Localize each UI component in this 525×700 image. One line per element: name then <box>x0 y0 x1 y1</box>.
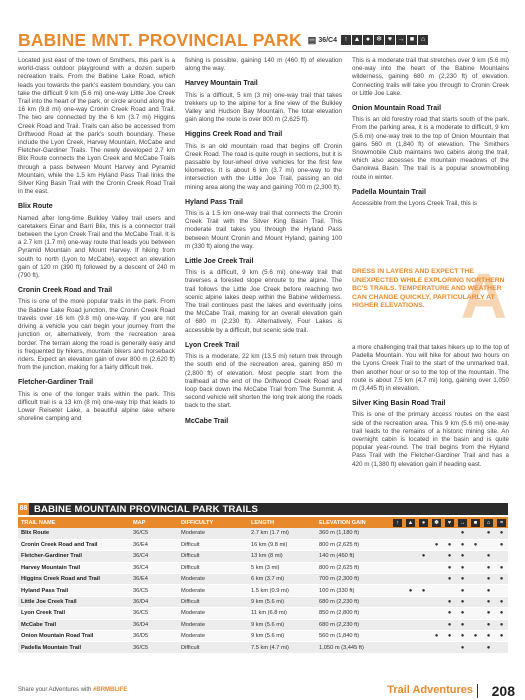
caving-icon: ⌂ <box>418 35 428 45</box>
map-cell: 36/C5 <box>130 585 178 596</box>
length-cell: 7.5 km (4.7 mi) <box>248 642 316 653</box>
table-row <box>18 562 508 573</box>
activity-mark-snowshoe <box>430 562 443 573</box>
elevation-cell: 560 m (1,840 ft) <box>316 631 391 642</box>
map-cell: 36/E4 <box>130 574 178 585</box>
map-book-icon: ▤ <box>307 34 317 45</box>
heading-higgins-creek: Higgins Creek Road and Trail <box>185 131 283 139</box>
header-fishing-icon <box>495 517 508 528</box>
activity-mark-biking <box>417 528 430 539</box>
difficulty-cell: Moderate <box>178 528 248 539</box>
activity-mark-fishing: ● <box>495 539 508 550</box>
length-cell: 13 km (8 mi) <box>248 551 316 562</box>
length-cell: 2.7 km (1.7 mi) <box>248 528 316 539</box>
activity-mark-hiking <box>391 551 404 562</box>
activity-mark-backpacking <box>404 596 417 607</box>
activity-mark-horse: ● <box>443 631 456 642</box>
activity-mark-ski: ● <box>456 539 469 550</box>
activity-mark-snowshoe <box>430 642 443 653</box>
activity-mark-horse: ● <box>443 596 456 607</box>
trail-name: Blix Route <box>18 528 130 539</box>
title-divider <box>18 51 508 52</box>
activity-mark-ski: ● <box>456 562 469 573</box>
header-ski-icon <box>456 517 469 528</box>
backpacking-icon: ▲ <box>353 36 361 43</box>
activity-mark-biking <box>417 619 430 630</box>
activity-mark-fishing: ● <box>495 631 508 642</box>
paragraph-harvey-mountain: This is a difficult, 5 km (3 mi) one-way trail that takes trekkers up to the alpine for a fine view of the Bulkley Valley and Hudson Bay Mountain. The total elevation gain along the route is over 800 m (2,625 ft). <box>185 91 342 124</box>
difficulty-cell: Moderate <box>178 631 248 642</box>
activity-mark-horse <box>443 642 456 653</box>
text-column-3 <box>352 57 509 215</box>
biking-icon: ● <box>363 35 373 45</box>
activity-mark-ski: ● <box>456 596 469 607</box>
table-title: BABINE MOUNTAIN PROVINCIAL PARK TRAILS <box>34 503 258 515</box>
text-column-1 <box>18 57 175 430</box>
map-cell: 36/D4 <box>130 619 178 630</box>
safety-callout <box>352 260 509 338</box>
activity-mark-horse <box>443 585 456 596</box>
activity-mark-ski: ● <box>456 642 469 653</box>
paragraph-blix-route: Named after long-time Bulkley Valley trail users and caretakers Einar and Barri Blix, this is a connector trail between the Lyon Creek Trail and the McCabe Trail. It is a 2.7 km (1.7 mi) one-way route that leads you between Pyramid Mountain and Mount Harvey. If hiking from south to north (Lyon to McCabe), expect an elevation gain of 120 m (390 ft) followed by a descent of 240 m (790 ft). <box>18 214 175 280</box>
activity-mark-biking <box>417 574 430 585</box>
length-cell: 9 km (5.6 mi) <box>248 596 316 607</box>
activity-mark-ski: ● <box>456 619 469 630</box>
activity-mark-ski: ● <box>456 574 469 585</box>
page-title: BABINE MNT. PROVINCIAL PARK <box>18 29 302 50</box>
elevation-cell: 800 m (2,625 ft) <box>316 562 391 573</box>
map-reference <box>308 35 337 46</box>
heading-onion-mountain: Onion Mountain Road Trail <box>352 105 442 113</box>
activity-mark-snowshoe <box>430 596 443 607</box>
activity-mark-horse: ● <box>443 539 456 550</box>
activity-mark-backpacking <box>404 642 417 653</box>
activity-mark-fishing <box>495 585 508 596</box>
table-row <box>18 608 508 619</box>
heading-cronin-creek: Cronin Creek Road and Trail <box>18 287 113 295</box>
heading-harvey-mountain: Harvey Mountain Trail <box>185 80 258 88</box>
table-body <box>18 528 508 653</box>
activity-mark-snowmobile <box>469 608 482 619</box>
activity-mark-backpacking <box>404 619 417 630</box>
activity-mark-snowshoe <box>430 528 443 539</box>
activity-mark-fishing: ● <box>495 574 508 585</box>
paragraph-padella-cont: a more challenging trail that takes hikers up to the top of Padella Mountain. You will hike for about two hours on the Lyons Creek Trail to the start of the unmarked trail, then another hour or so to the top of the mountain. The route is about 7.5 km (4.7 mi) long, gaining over 1,050 m (3,445 ft) in elevation. <box>352 344 509 393</box>
header-elevation: ELEVATION GAIN <box>316 517 391 528</box>
activity-mark-backpacking <box>404 551 417 562</box>
paragraph-silver-king: This is one of the primary access routes on the east side of the recreation area. This 9 km (5.6 mi) one-way trail leads to the remains of a historic mining site. An overnight cabin is located in the basin and is quite popular year-round. The trail begins from the Hyland Pass Trail with the Fletcher-Gardiner Trail and has a 420 m (1,380 ft) elevation gain if heading east. <box>352 411 509 468</box>
fishing-icon: ≈ <box>497 519 506 527</box>
length-cell: 9 km (5.6 mi) <box>248 619 316 630</box>
header-map: MAP <box>130 517 178 528</box>
hiking-icon: ↑ <box>393 519 402 527</box>
paragraph-hyland-pass: This is a 1.5 km one-way trail that connects the Cronin Creek Trail with the Silver King Basin Trail. This moderate trail takes you through the Hyland Pass between Mount Cronin and Mount Hyland, gaining 100 m (330 ft) along the way. <box>185 210 342 250</box>
activity-mark-backpacking <box>404 539 417 550</box>
activity-mark-snowshoe <box>430 551 443 562</box>
footer-hashtag: #BRMBLIFE <box>93 687 128 693</box>
activity-mark-snowshoe <box>430 574 443 585</box>
trails-table <box>18 517 508 654</box>
activity-mark-ski: ● <box>456 608 469 619</box>
table-row <box>18 528 508 539</box>
activity-mark-biking <box>417 596 430 607</box>
activity-mark-snowmobile <box>469 528 482 539</box>
activity-mark-backpacking <box>404 528 417 539</box>
activity-mark-hiking <box>391 539 404 550</box>
activity-mark-biking <box>417 631 430 642</box>
map-cell: 36/D4 <box>130 596 178 607</box>
heading-mccabe: McCabe Trail <box>185 417 229 425</box>
activity-mark-backpacking <box>404 608 417 619</box>
difficulty-cell: Moderate <box>178 574 248 585</box>
length-cell: 9 km (5.6 mi) <box>248 631 316 642</box>
activity-mark-snowmobile: ● <box>469 539 482 550</box>
elevation-cell: 800 m (2,625 ft) <box>316 539 391 550</box>
activity-mark-backpacking <box>404 574 417 585</box>
activity-mark-camping: ● <box>482 631 495 642</box>
activity-mark-snowmobile <box>469 642 482 653</box>
length-cell: 11 km (6.8 mi) <box>248 608 316 619</box>
paragraph-fletcher-cont: fishing is possible, gaining 140 m (460 ft) of elevation along the way. <box>185 57 342 73</box>
activity-mark-horse: ● <box>443 619 456 630</box>
activity-mark-horse: ● <box>443 608 456 619</box>
trail-name: Fletcher-Gardiner Trail <box>18 551 130 562</box>
paragraph-higgins-creek: This is an old mountain road that begins off Cronin Creek Road. The road is quite rough in sections, but it is passable by four-wheel drive vehicles for the first few kilometres. It is about 6 km (3.7 mi) one-way to the intersection with the Little Joe Trail, passing an old mining area along the way and gaining 700 m (2,300 ft). <box>185 142 342 191</box>
heading-lyon-creek: Lyon Creek Trail <box>185 341 240 349</box>
table-row <box>18 596 508 607</box>
length-cell: 1.5 km (0.9 mi) <box>248 585 316 596</box>
footer-share-text: Share your Adventures with <box>18 687 92 693</box>
snowmobile-icon: ■ <box>407 35 417 45</box>
trails-table-section <box>18 503 508 673</box>
paragraph-lyon-creek: This is a moderate, 22 km (13.5 mi) return trek through the south end of the recreation area, gaining 850 m (2,800 ft) of elevation. Most people start from the trailhead at the end of the Driftwood Creek Road and loop back down the McCabe Trail from The Summit. A second vehicle will shorten the long trek along the roads back to the start. <box>185 353 342 410</box>
table-row <box>18 539 508 550</box>
activity-mark-horse: ● <box>443 574 456 585</box>
paragraph-padella-mountain: Accessible from the Lyons Creek Trail, this is <box>352 200 478 208</box>
map-cell: 36/E4 <box>130 539 178 550</box>
map-cell: 36/C4 <box>130 551 178 562</box>
activity-mark-camping: ● <box>482 562 495 573</box>
length-cell: 6 km (3.7 mi) <box>248 574 316 585</box>
elevation-cell: 140 m (460 ft) <box>316 551 391 562</box>
elevation-cell: 850 m (2,800 ft) <box>316 608 391 619</box>
table-header-row <box>18 517 508 528</box>
activity-mark-biking <box>417 539 430 550</box>
elevation-cell: 100 m (330 ft) <box>316 585 391 596</box>
trail-name: Onion Mountain Road Trail <box>18 631 130 642</box>
paragraph-mccabe: This is a moderate trail that stretches over 9 km (5.6 mi) one-way into the heart of the Babine Mountains wilderness, gaining 680 m (2,230 ft) of elevation. Connecting trails will take you through to Cronin Creek or Little Joe Lake. <box>352 57 509 97</box>
table-row <box>18 642 508 653</box>
activity-mark-fishing <box>495 551 508 562</box>
activity-mark-hiking <box>391 585 404 596</box>
activity-mark-biking: ● <box>417 551 430 562</box>
heading-padella-mountain: Padella Mountain Trail <box>352 188 426 196</box>
text-column-3-lower <box>352 344 509 476</box>
activity-mark-camping: ● <box>482 585 495 596</box>
table-row <box>18 585 508 596</box>
footer-section-name: Trail Adventures <box>387 684 473 696</box>
paragraph-cronin-creek: This is one of the more popular trails in the park. From the Babine Lake Road junction, the Cronin Creek Road travels over 16 km (9.8 mi) one-way. If you are not driving a vehicle you can begin your journey from the junction or, alternatively, from the recreation area border. The terrain along the road is generally easy and is frequented by hikers, mountain bikers and horseback riders. Expect an elevation gain of over 800 m (2,620 ft) from the junction, making for a fairly difficult trek. <box>18 298 175 372</box>
page-number: 208 <box>491 683 515 699</box>
activity-mark-backpacking: ● <box>404 585 417 596</box>
table-title-bar <box>18 503 508 515</box>
paragraph-onion-mountain: This is an old forestry road that starts south of the park. From the parking area, it is a moderate to difficult, 9 km (5.6 mi) one-way trek to the top of Onion Mountain that gains 560 m (1,840 ft) of elevation. The Smithers Snowmobile Club maintains two cabins along the trail, which also accesses the mountain meadows of the Ganokwa Basin. The trail is a popular snowmobiling route in winter. <box>352 116 509 181</box>
footer-divider <box>477 684 478 698</box>
heading-fletcher-gardiner: Fletcher-Gardiner Trail <box>18 379 94 387</box>
elevation-cell: 700 m (2,300 ft) <box>316 574 391 585</box>
header-snowmobile-icon <box>469 517 482 528</box>
activity-mark-camping: ● <box>482 528 495 539</box>
activity-mark-ski: ● <box>456 528 469 539</box>
activity-mark-hiking <box>391 619 404 630</box>
map-cell: 36/C4 <box>130 562 178 573</box>
activity-mark-fishing: ● <box>495 608 508 619</box>
trail-name: Harvey Mountain Trail <box>18 562 130 573</box>
paragraph-fletcher-gardiner: This is one of the longer trails within the park. This difficult trail is a 13 km (8 mi) one-way trip that leads to Lower Reiseter Lake, a beautiful alpine lake where shoreline camping and <box>18 390 175 423</box>
activity-mark-camping <box>482 539 495 550</box>
header-camping-icon <box>482 517 495 528</box>
text-column-2 <box>185 57 342 429</box>
activity-icons <box>341 35 428 45</box>
difficulty-cell: Difficult <box>178 596 248 607</box>
length-cell: 16 km (9.8 mi) <box>248 539 316 550</box>
activity-mark-backpacking <box>404 562 417 573</box>
trail-name: Little Joe Creek Trail <box>18 596 130 607</box>
map-ref-code: 36/C4 <box>318 36 337 44</box>
activity-mark-hiking <box>391 528 404 539</box>
activity-mark-snowmobile <box>469 562 482 573</box>
activity-mark-hiking <box>391 642 404 653</box>
activity-mark-camping: ● <box>482 619 495 630</box>
header-hiking-icon <box>391 517 404 528</box>
activity-mark-hiking <box>391 631 404 642</box>
activity-mark-hiking <box>391 574 404 585</box>
activity-mark-camping: ● <box>482 574 495 585</box>
elevation-cell: 1,050 m (3,445 ft) <box>316 642 391 653</box>
activity-mark-horse: ● <box>443 562 456 573</box>
paragraph-little-joe: This is a difficult, 9 km (5.6 mi) one-way trail that traverses a forested slope enroute to the alpine. The trail follows the Little Joe Creek before reaching two scenic alpine lakes deep within the Babine wilderness. The trail continues past the lakes and eventually joins the McCabe Trail, making for an overall elevation gain of 680 m (2,230 ft). Alternatively, Four Lakes is accessible by a difficult, but scenic side trail. <box>185 269 342 334</box>
trail-name: Padella Mountain Trail <box>18 642 130 653</box>
snowmobile-icon: ■ <box>471 519 480 527</box>
activity-mark-snowshoe <box>430 585 443 596</box>
difficulty-cell: Moderate <box>178 608 248 619</box>
activity-mark-snowmobile <box>469 574 482 585</box>
map-cell: 36/C5 <box>130 528 178 539</box>
page-footer <box>0 684 525 700</box>
horse-icon: ♥ <box>445 519 454 527</box>
difficulty-cell: Difficult <box>178 642 248 653</box>
activity-mark-biking: ● <box>417 585 430 596</box>
trail-name: Higgins Creek Road and Trail <box>18 574 130 585</box>
elevation-cell: 680 m (2,230 ft) <box>316 596 391 607</box>
footer-share <box>18 687 127 693</box>
header-trail-name: TRAIL NAME <box>18 517 130 528</box>
table-row <box>18 619 508 630</box>
activity-mark-snowshoe <box>430 619 443 630</box>
elevation-cell: 680 m (2,230 ft) <box>316 619 391 630</box>
activity-mark-fishing: ● <box>495 596 508 607</box>
table-badge: 88 <box>18 503 29 515</box>
heading-blix-route: Blix Route <box>18 203 53 211</box>
backpacking-icon: ▲ <box>407 519 414 526</box>
activity-mark-snowshoe: ● <box>430 539 443 550</box>
activity-mark-biking <box>417 562 430 573</box>
activity-mark-hiking <box>391 596 404 607</box>
callout-text: DRESS IN LAYERS AND EXPECT THE UNEXPECTED WHILE EXPLORING NORTHERN BC'S TRAILS. TEMPERATURE AND WEATHER CAN CHANGE QUICKLY, PARTICULARLY AT HIGHER ELEVATIONS. <box>352 268 505 310</box>
heading-silver-king: Silver King Basin Road Trail <box>352 400 446 408</box>
activity-mark-fishing: ● <box>495 562 508 573</box>
elevation-cell: 360 m (1,180 ft) <box>316 528 391 539</box>
activity-mark-fishing: ● <box>495 619 508 630</box>
heading-hyland-pass: Hyland Pass Trail <box>185 198 243 206</box>
difficulty-cell: Difficult <box>178 562 248 573</box>
trail-name: McCabe Trail <box>18 619 130 630</box>
activity-mark-snowmobile <box>469 596 482 607</box>
activity-mark-camping: ● <box>482 551 495 562</box>
snowshoe-icon: ❄ <box>432 519 441 527</box>
trail-name: Lyon Creek Trail <box>18 608 130 619</box>
activity-mark-backpacking <box>404 631 417 642</box>
map-cell: 36/C5 <box>130 642 178 653</box>
heading-little-joe: Little Joe Creek Trail <box>185 258 254 266</box>
activity-mark-fishing: ● <box>495 528 508 539</box>
activity-mark-snowmobile: ● <box>469 631 482 642</box>
hiking-icon: ↑ <box>341 35 351 45</box>
activity-mark-horse: ● <box>443 551 456 562</box>
activity-mark-ski: ● <box>456 585 469 596</box>
map-cell: 36/C5 <box>130 608 178 619</box>
camping-icon: ⌂ <box>484 519 493 527</box>
header-difficulty: DIFFICULTY <box>178 517 248 528</box>
header-length: LENGTH <box>248 517 316 528</box>
header-horse-icon <box>443 517 456 528</box>
header-biking-icon <box>417 517 430 528</box>
activity-mark-biking <box>417 608 430 619</box>
activity-mark-snowmobile <box>469 585 482 596</box>
activity-mark-hiking <box>391 562 404 573</box>
activity-mark-snowshoe <box>430 608 443 619</box>
activity-mark-ski: ● <box>456 631 469 642</box>
difficulty-cell: Difficult <box>178 551 248 562</box>
horse-icon: ♥ <box>385 35 395 45</box>
length-cell: 5 km (3 mi) <box>248 562 316 573</box>
activity-mark-horse <box>443 528 456 539</box>
map-cell: 36/D5 <box>130 631 178 642</box>
activity-mark-fishing <box>495 642 508 653</box>
difficulty-cell: Moderate <box>178 585 248 596</box>
activity-mark-camping: ● <box>482 596 495 607</box>
ski-icon: → <box>397 36 405 43</box>
trail-name: Cronin Creek Road and Trail <box>18 539 130 550</box>
intro-paragraph: Located just east of the town of Smithers, this park is a world-class outdoor playground with a dozen superb recreation trails. From the Babine Lake Road, which leads you towards the park's eastern boundary, you can take the difficult 9 km (5.6 mi) one-way Little Joe Creek Trail into the heart of the park, or circle around along the 16 km (9.8 mi) one-way Cronin Creek Road and Trail. The two are connected by the 6 km (3.7 mi) Higgins Creek Road and Trail. Trails can also be accessed from Driftwood Road at the park's south boundary. These include the Lyon Creek, Harvey Mountain, McCabe and Fletcher-Gardiner Trails. The newly developed 2.7 km Blix Route connects the Lyon Creek and McCabe Trails through a pass between Mount Harvey and Pyramid Mountain, while the 1.5 km Hyland Pass Trail links the Silver King Basin Trail with the Cronin Creek Road Trail in the east. <box>18 57 175 196</box>
activity-mark-biking <box>417 642 430 653</box>
header-backpacking-icon <box>404 517 417 528</box>
table-row <box>18 631 508 642</box>
activity-mark-camping: ● <box>482 608 495 619</box>
page-header <box>18 30 508 50</box>
snowshoeing-icon: ❄ <box>374 35 384 45</box>
difficulty-cell: Difficult <box>178 539 248 550</box>
activity-mark-snowmobile <box>469 551 482 562</box>
activity-mark-snowshoe: ● <box>430 631 443 642</box>
biking-icon: ● <box>419 519 428 527</box>
activity-mark-snowmobile <box>469 619 482 630</box>
difficulty-cell: Moderate <box>178 619 248 630</box>
table-row <box>18 574 508 585</box>
activity-mark-hiking <box>391 608 404 619</box>
callout-mark: A <box>460 260 507 332</box>
ski-icon: → <box>459 519 466 526</box>
header-snowshoe-icon <box>430 517 443 528</box>
activity-mark-ski: ● <box>456 551 469 562</box>
trail-name: Hyland Pass Trail <box>18 585 130 596</box>
activity-mark-camping: ● <box>482 642 495 653</box>
table-row <box>18 551 508 562</box>
